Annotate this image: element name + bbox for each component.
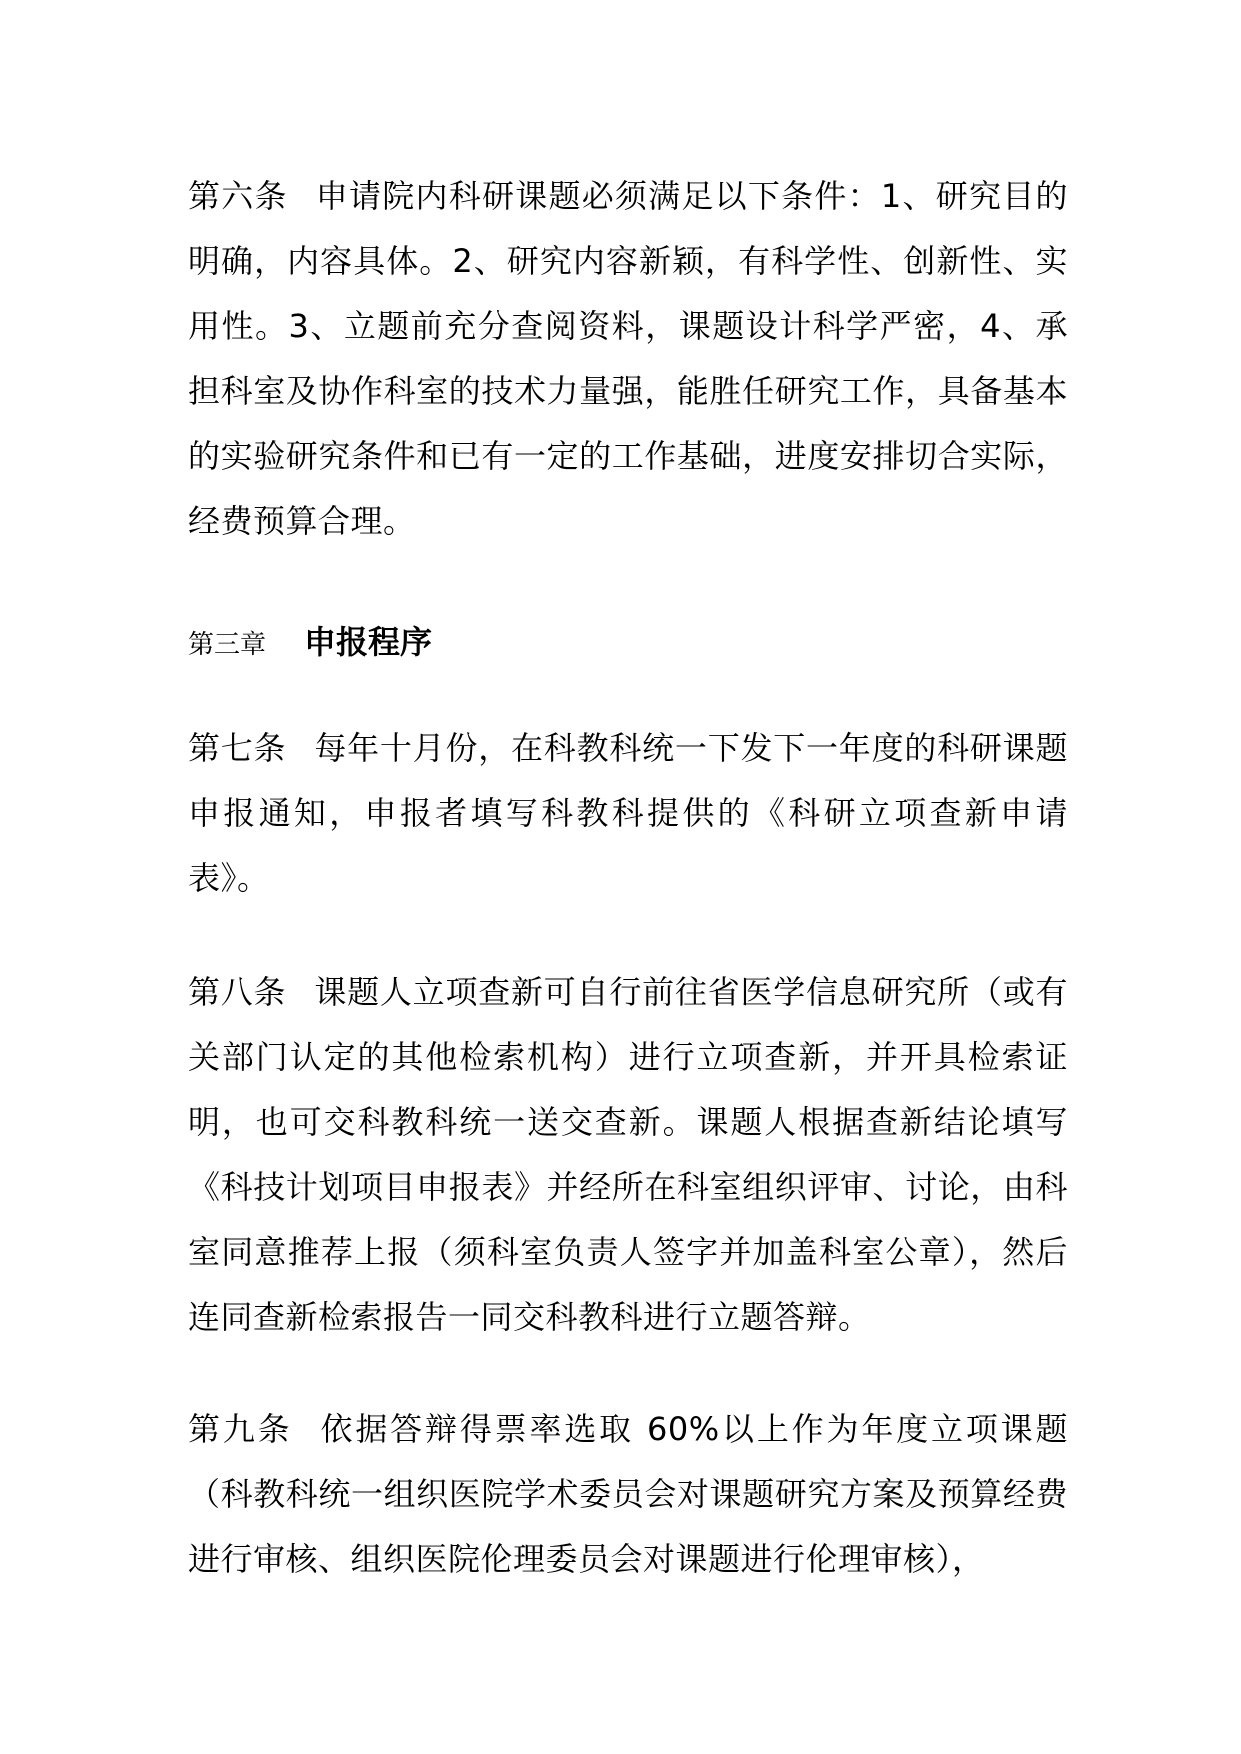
article-9-paragraph bbox=[188, 1397, 1068, 1592]
article-8-label: 第八条 bbox=[188, 973, 287, 1011]
article-6-paragraph bbox=[188, 164, 1068, 554]
article-6-text: 申请院内科研课题必须满足以下条件：1、研究目的明确，内容具体。2、研究内容新颖，有科学性、创新性、实用性。3、立题前充分查阅资料，课题设计科学严密，4、承担科室及协作科室的技术力量强，能胜任研究工作，具备基本的实验研究条件和已有一定的工作基础，进度安排切合实际，经费预算合理。 bbox=[188, 177, 1068, 540]
article-7-paragraph bbox=[188, 716, 1068, 911]
article-8-text: 课题人立项查新可自行前往省医学信息研究所（或有关部门认定的其他检索机构）进行立项查新，并开具检索证明，也可交科教科统一送交查新。课题人根据查新结论填写《科技计划项目申报表》并经所在科室组织评审、讨论，由科室同意推荐上报（须科室负责人签字并加盖科室公章），然后连同查新检索报告一同交科教科进行立题答辩。 bbox=[188, 973, 1068, 1336]
chapter-3-title: 申报程序 bbox=[304, 623, 433, 661]
article-8-paragraph bbox=[188, 960, 1068, 1350]
article-9-label: 第九条 bbox=[188, 1410, 293, 1448]
article-7-text: 每年十月份，在科教科统一下发下一年度的科研课题申报通知，申报者填写科教科提供的《科研立项查新申请表》。 bbox=[188, 729, 1068, 897]
article-9-text: 依据答辩得票率选取 60%以上作为年度立项课题（科教科统一组织医院学术委员会对课题研究方案及预算经费进行审核、组织医院伦理委员会对课题进行伦理审核）， bbox=[188, 1410, 1068, 1578]
article-7-label: 第七条 bbox=[188, 729, 287, 767]
chapter-3-heading bbox=[188, 612, 788, 672]
article-6-label: 第六条 bbox=[188, 177, 288, 215]
chapter-3-label: 第三章 bbox=[188, 630, 267, 660]
